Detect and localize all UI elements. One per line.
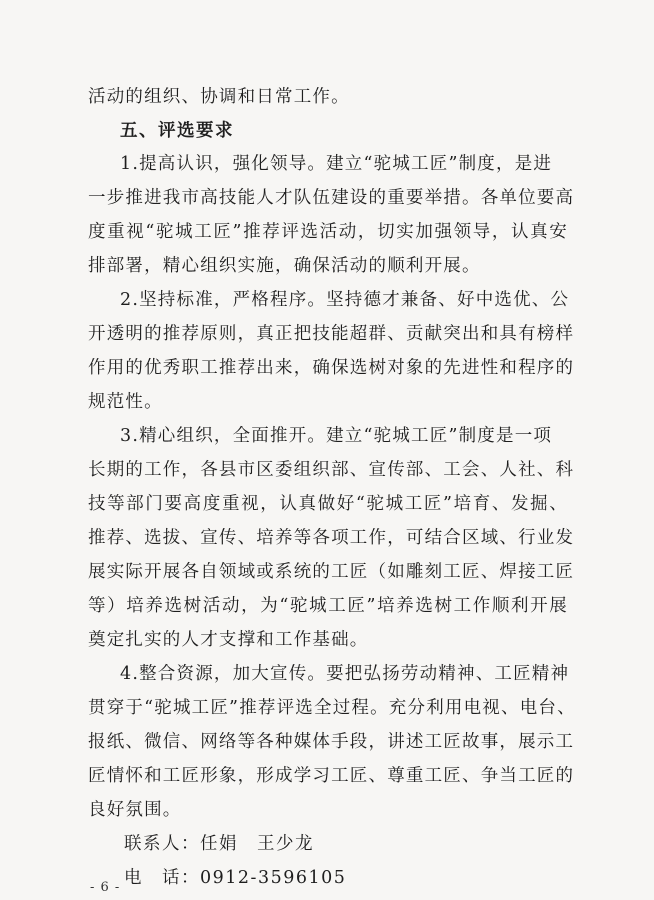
phone-number: 0912-3596105 [200, 868, 347, 888]
paragraph-line: 排部署，精心组织实施，确保活动的顺利开展。 [88, 256, 481, 276]
paragraph-line: 3.精心组织，全面推开。建立“驼城工匠”制度是一项 [120, 426, 553, 446]
paragraph-line: 1.提高认识，强化领导。建立“驼城工匠”制度，是进 [120, 154, 553, 174]
paragraph-line: 良好氛围。 [88, 800, 182, 820]
paragraph-line: 等）培养选树活动，为“驼城工匠”培养选树工作顺利开展 [88, 596, 568, 616]
contact-phone [124, 866, 346, 890]
paragraph-line: 技等部门要高度重视，认真做好“驼城工匠”培育、发掘、 [88, 494, 568, 514]
paragraph-line: 贯穿于“驼城工匠”推荐评选全过程。充分利用电视、电台、 [88, 698, 576, 718]
paragraph-line: 活动的组织、协调和日常工作。 [88, 87, 350, 107]
contact-names: 任娟 王少龙 [200, 834, 314, 854]
paragraph-line: 规范性。 [88, 392, 163, 412]
paragraph-line: 一步推进我市高技能人才队伍建设的重要举措。各单位要高 [88, 188, 575, 208]
paragraph-line: 开透明的推荐原则，真正把技能超群、贡献突出和具有榜样 [88, 324, 575, 344]
paragraph-line: 作用的优秀职工推荐出来，确保选树对象的先进性和程序的 [88, 358, 575, 378]
paragraph-line: 度重视“驼城工匠”推荐评选活动，切实加强领导，认真安 [88, 222, 568, 242]
paragraph-line: 展实际开展各自领域或系统的工匠（如雕刻工匠、焊接工匠 [88, 562, 575, 582]
paragraph-line: 报纸、微信、网络等各种媒体手段，讲述工匠故事，展示工 [88, 732, 575, 752]
paragraph-line: 奠定扎实的人才支撑和工作基础。 [88, 630, 369, 650]
paragraph-line: 长期的工作，各县市区委组织部、宣传部、工会、人社、科 [88, 460, 575, 480]
phone-label: 电 话： [124, 868, 200, 888]
page-number: - 6 - [90, 880, 121, 895]
section-heading: 五、评选要求 [120, 121, 234, 141]
paragraph-line: 2.坚持标准，严格程序。坚持德才兼备、好中选优、公 [120, 290, 570, 310]
contact-label: 联系人： [124, 834, 200, 854]
paragraph-line: 推荐、选拔、宣传、培养等各项工作，可结合区域、行业发 [88, 528, 575, 548]
paragraph-line: 4.整合资源，加大宣传。要把弘扬劳动精神、工匠精神 [120, 664, 570, 684]
paragraph-line: 匠情怀和工匠形象，形成学习工匠、尊重工匠、争当工匠的 [88, 766, 575, 786]
contact-person [124, 832, 314, 856]
